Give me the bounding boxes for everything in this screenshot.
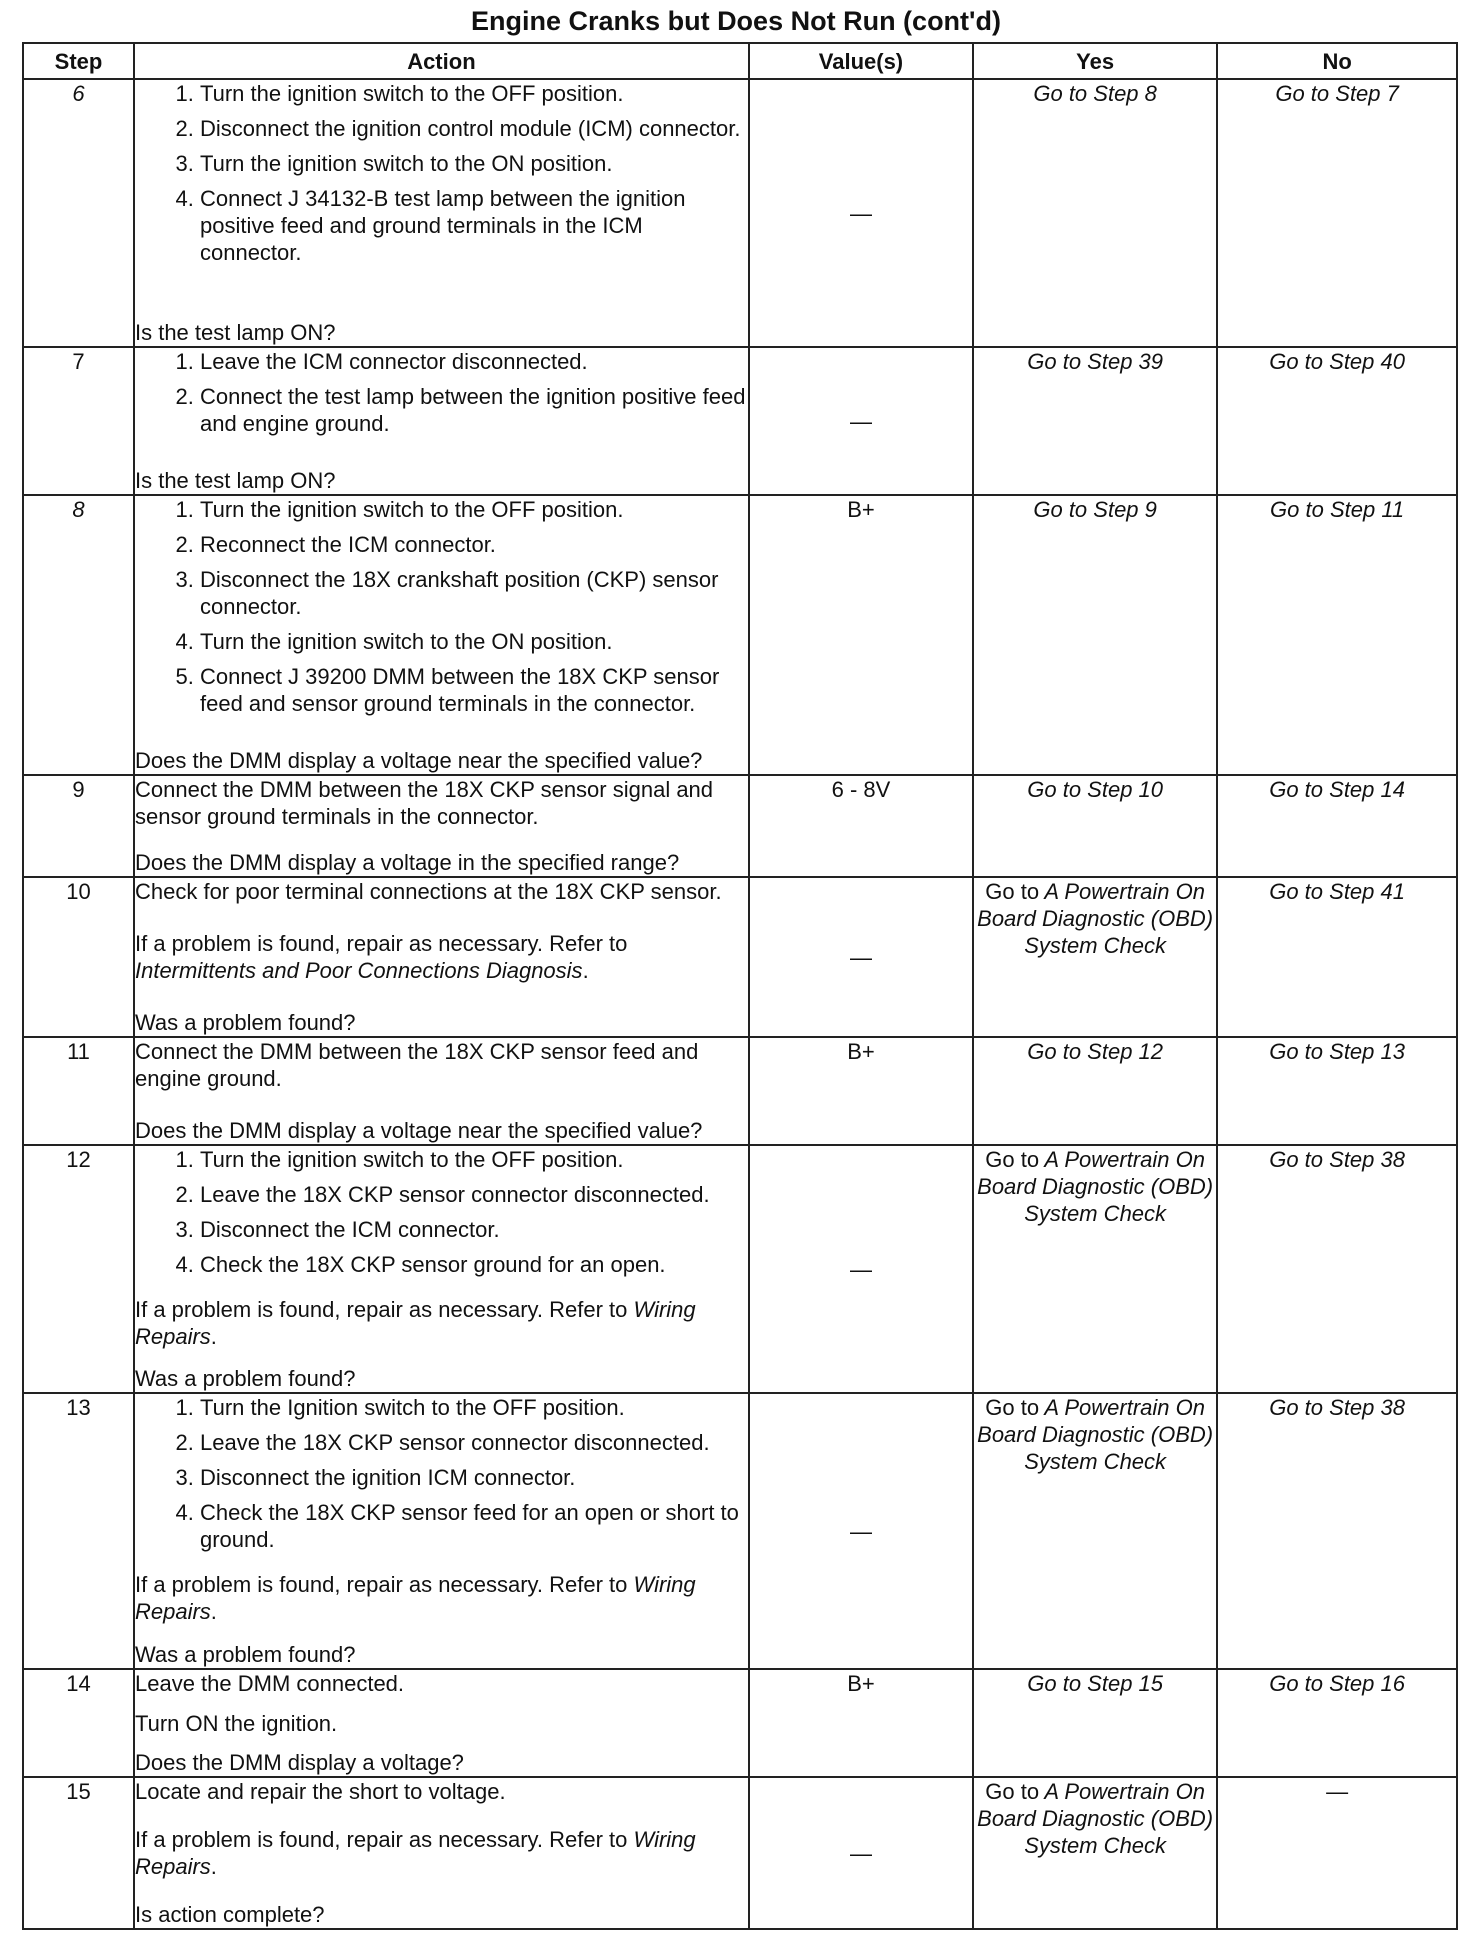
yes-cell: Go to Step 8 [973,79,1217,347]
refer-note: If a problem is found, repair as necessary. Refer to Wiring Repairs. [134,1572,696,1624]
action-steps [135,1146,748,1286]
yes-goto-target: A Powertrain On Board Diagnostic (OBD) System Check [977,1395,1214,1474]
action-step: 2. Disconnect the ignition control module (ICM) connector. [200,115,748,142]
value-cell: B+ [749,495,973,775]
yes-goto [977,879,1213,958]
yes-goto [977,1779,1213,1858]
action-steps [135,80,748,274]
header-values: Value(s) [749,43,973,79]
table-row [23,1145,1457,1393]
action-step: 3. Disconnect the ignition ICM connector. [200,1464,748,1491]
action-cell [134,79,749,347]
refer-link[interactable]: Intermittents and Poor Connections Diagnosis [134,958,583,983]
no-cell: Go to Step 38 [1217,1393,1457,1669]
value-cell: — [749,1145,973,1393]
action-step: 1. Turn the Ignition switch to the OFF position. [200,1394,748,1421]
yes-cell [973,1777,1217,1929]
table-row [23,347,1457,495]
document-title: Engine Cranks but Does Not Run (cont'd) [471,6,1001,36]
action-question: Does the DMM display a voltage near the specified value? [134,1118,703,1143]
action-question: Is the test lamp ON? [134,468,336,493]
action-cell [134,347,749,495]
action-text: Leave the DMM connected. [134,1671,405,1696]
step-number: 9 [23,775,134,877]
refer-link[interactable]: Wiring Repairs [134,1296,696,1349]
no-cell: Go to Step 7 [1217,79,1457,347]
no-cell: Go to Step 40 [1217,347,1457,495]
action-step: 4. Turn the ignition switch to the ON position. [200,628,748,655]
no-cell: Go to Step 16 [1217,1669,1457,1777]
action-question: Does the DMM display a voltage near the specified value? [134,748,703,773]
table-row [23,495,1457,775]
action-question: Was a problem found? [134,1642,356,1667]
table-row [23,1669,1457,1777]
step-number: 14 [23,1669,134,1777]
step-number: 15 [23,1777,134,1929]
action-question: Was a problem found? [134,1366,356,1391]
table-header-row [23,43,1457,79]
refer-link[interactable]: Wiring Repairs [134,1827,696,1879]
refer-prefix: If a problem is found, repair as necessary. Refer to [134,1296,628,1322]
no-cell: Go to Step 13 [1217,1037,1457,1145]
action-question: Is action complete? [134,1902,325,1927]
action-question: Does the DMM display a voltage? [134,1750,464,1775]
value-cell: — [749,1393,973,1669]
action-steps [135,496,748,725]
value-cell: 6 - 8V [749,775,973,877]
action-step: 1. Turn the ignition switch to the OFF position. [200,1146,748,1173]
yes-cell [973,1393,1217,1669]
action-step: 1. Leave the ICM connector disconnected. [200,348,748,375]
action-step: 2. Leave the 18X CKP sensor connector disconnected. [200,1181,748,1208]
yes-cell: Go to Step 10 [973,775,1217,877]
refer-link[interactable]: Wiring Repairs [134,1572,696,1624]
table-row [23,79,1457,347]
step-number: 13 [23,1393,134,1669]
yes-goto-target: A Powertrain On Board Diagnostic (OBD) System Check [977,879,1214,958]
action-step: 5. Connect J 39200 DMM between the 18X CKP sensor feed and sensor ground terminals in the connector. [200,663,748,717]
header-yes: Yes [973,43,1217,79]
action-cell [134,1777,749,1929]
yes-cell [973,877,1217,1037]
action-step: 4. Check the 18X CKP sensor feed for an open or short to ground. [200,1499,748,1553]
yes-cell [973,1145,1217,1393]
action-step: 1. Turn the ignition switch to the OFF position. [200,80,748,107]
yes-cell: Go to Step 15 [973,1669,1217,1777]
refer-prefix: If a problem is found, repair as necessary. Refer to [134,931,628,956]
action-step: 3. Disconnect the ICM connector. [200,1216,748,1243]
action-cell [134,877,749,1037]
refer-note: If a problem is found, repair as necessary. Refer to Intermittents and Poor Connections Diagnosis. [134,931,628,983]
action-question: Was a problem found? [134,1010,356,1035]
yes-goto [977,1147,1213,1226]
refer-note: If a problem is found, repair as necessary. Refer to Wiring Repairs. [134,1296,696,1349]
value-cell: B+ [749,1037,973,1145]
header-step: Step [23,43,134,79]
action-step: 4. Connect J 34132-B test lamp between the ignition positive feed and ground terminals in the ICM connector. [200,185,748,266]
action-cell [134,775,749,877]
step-number: 7 [23,347,134,495]
action-step: 2. Reconnect the ICM connector. [200,531,748,558]
action-cell [134,1145,749,1393]
value-cell: B+ [749,1669,973,1777]
header-no: No [1217,43,1457,79]
action-text: Connect the DMM between the 18X CKP sensor signal and sensor ground terminals in the connector. [134,777,714,829]
table-row [23,1393,1457,1669]
action-step: 2. Leave the 18X CKP sensor connector disconnected. [200,1429,748,1456]
refer-prefix: If a problem is found, repair as necessary. Refer to [134,1572,628,1597]
value-cell: — [749,1777,973,1929]
yes-cell: Go to Step 39 [973,347,1217,495]
action-text: Turn ON the ignition. [134,1710,338,1736]
no-cell: Go to Step 14 [1217,775,1457,877]
yes-goto-prefix: Go to [985,879,1040,904]
no-cell: Go to Step 38 [1217,1145,1457,1393]
table-row [23,1777,1457,1929]
action-steps [135,348,748,445]
table-row [23,877,1457,1037]
action-step: 4. Check the 18X CKP sensor ground for an open. [200,1251,748,1278]
action-text: Locate and repair the short to voltage. [134,1779,506,1804]
header-action: Action [134,43,749,79]
action-text: Connect the DMM between the 18X CKP sensor feed and engine ground. [134,1039,699,1091]
yes-goto-prefix: Go to [985,1147,1040,1172]
refer-prefix: If a problem is found, repair as necessary. Refer to [134,1827,628,1852]
value-cell: — [749,877,973,1037]
yes-goto-target: A Powertrain On Board Diagnostic (OBD) System Check [977,1147,1214,1226]
step-number: 8 [23,495,134,775]
value-cell: — [749,347,973,495]
action-cell [134,495,749,775]
yes-cell: Go to Step 9 [973,495,1217,775]
action-step: 2. Connect the test lamp between the ignition positive feed and engine ground. [200,383,748,437]
action-question: Does the DMM display a voltage in the specified range? [134,850,680,875]
action-text: Check for poor terminal connections at the 18X CKP sensor. [134,879,722,904]
table-row [23,1037,1457,1145]
step-number: 6 [23,79,134,347]
yes-cell: Go to Step 12 [973,1037,1217,1145]
action-cell [134,1669,749,1777]
no-cell: Go to Step 41 [1217,877,1457,1037]
step-number: 12 [23,1145,134,1393]
yes-goto-prefix: Go to [985,1779,1040,1804]
action-question: Is the test lamp ON? [134,320,336,345]
diagnostic-table [22,42,1458,1930]
step-number: 11 [23,1037,134,1145]
yes-goto-target: A Powertrain On Board Diagnostic (OBD) System Check [977,1779,1214,1858]
no-cell: — [1217,1777,1457,1929]
action-step: 1. Turn the ignition switch to the OFF position. [200,496,748,523]
action-step: 3. Turn the ignition switch to the ON position. [200,150,748,177]
step-number: 10 [23,877,134,1037]
no-cell: Go to Step 11 [1217,495,1457,775]
action-step: 3. Disconnect the 18X crankshaft position (CKP) sensor connector. [200,566,748,620]
refer-note: If a problem is found, repair as necessary. Refer to Wiring Repairs. [134,1827,696,1879]
action-cell [134,1037,749,1145]
value-cell: — [749,79,973,347]
action-steps [135,1394,748,1561]
table-row [23,775,1457,877]
yes-goto [977,1395,1213,1474]
yes-goto-prefix: Go to [985,1395,1040,1420]
action-cell [134,1393,749,1669]
